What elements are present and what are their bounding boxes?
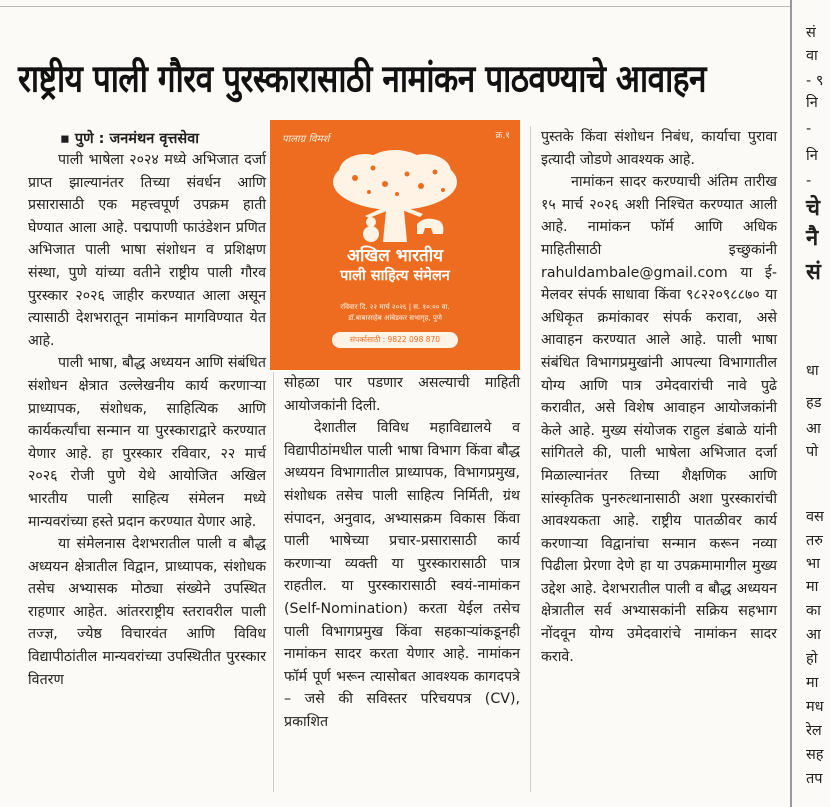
edge-text-fragment: मा	[806, 579, 819, 595]
edge-text-fragment: नि	[806, 148, 818, 164]
bodhi-tree-illustration	[325, 150, 465, 242]
edge-text-fragment: तप	[806, 771, 823, 787]
poster-contact: संपर्कासाठी : 9822 098 870	[332, 332, 458, 348]
edge-text-fragment: सं	[806, 260, 821, 285]
column-divider	[530, 126, 531, 792]
edge-text-fragment: नि	[806, 95, 818, 111]
edge-text-fragment: चे	[806, 196, 820, 221]
edge-text-fragment: हो	[806, 651, 818, 667]
paragraph: सोहळा पार पडणार असल्याची माहिती आयोजकांनी दिली.	[284, 375, 520, 414]
edge-text-fragment: आ	[806, 421, 821, 437]
poster-date: रविवार दि. २२ मार्च २०२६ | स. १०:०० वा.	[340, 303, 450, 311]
edge-text-fragment: पो	[806, 444, 818, 460]
byline: ▪ पुणे : जनमंथन वृत्तसेवा	[60, 131, 200, 147]
column-divider	[273, 372, 274, 792]
paragraph: नामांकन सादर करण्याची अंतिम तारीख १५ मार्च २०२६ अशी निश्चित करण्यात आली आहे. नामांकन फॉर्म आणि अधिक माहितीसाठी इच्छुकांनी rahuldambale@gmail.com या ई-मेलवर संपर्क साधावा किंवा ९८२२०९८८७० या अधिकृत क्रमांकावर संपर्क करावा, असे आवाहन करण्यात आले आहे. पाली भाषा संबंधित विभागप्रमुखांनी आपल्या विभागातील योग्य आणि पात्र उमेदवारांची नावे पुढे करावीत, असे विशेष आवाहन आयोजकांनी केले आहे. मुख्य संयोजक राहुल डंबाळे यांनी सांगितले की, पाली भाषेला अभिजात दर्जा मिळाल्यानंतर तिच्या शैक्षणिक आणि सांस्कृतिक पुनरुत्थानासाठी अशा पुरस्कारांची आवश्यकता आहे. राष्ट्रीय पातळीवर कार्य करणाऱ्या विद्वानांचा सन्मान करून नव्या पिढीला प्रेरणा देणे हा या उपक्रमामागील मुख्य उद्देश आहे. देशभरातील पाली व बौद्ध अध्ययन क्षेत्रातील सर्व अभ्यासकांनी सक्रिय सहभाग नोंदवून योग्य उमेदवारांचे नामांकन सादर करावे.	[541, 174, 777, 665]
headline: राष्ट्रीय पाली गौरव पुरस्कारासाठी नामांकन पाठवण्याचे आवाहन	[18, 58, 707, 102]
edge-text-fragment: मा	[806, 675, 819, 691]
top-rule	[0, 0, 790, 7]
poster-title-line-1: अखिल भारतीय	[346, 246, 443, 266]
article-column-3	[541, 126, 777, 668]
edge-text-fragment: सं	[806, 25, 816, 41]
edge-text-fragment: -	[806, 121, 812, 137]
edge-text-fragment: मध	[806, 699, 824, 715]
edge-text-fragment: वा	[806, 48, 818, 64]
edge-text-fragment: वस	[806, 509, 824, 525]
paragraph: पाली भाषेला २०२४ मध्ये अभिजात दर्जा प्राप्त झाल्यानंतर तिच्या संवर्धन आणि प्रसारासाठी एक महत्त्वपूर्ण उपक्रम हाती घेण्यात आला आहे. पद्मपाणी फाउंडेशन प्रणित अभिजात पाली भाषा संशोधन व प्रशिक्षण संस्था, पुणे यांच्या वतीने राष्ट्रीय पाली गौरव पुरस्कार २०२६ जाहीर करण्यात आला असून त्यासाठी देशभरातून नामांकन मागविण्यात येत आहे.	[28, 152, 266, 349]
edge-text-fragment: आ	[806, 627, 821, 643]
edge-text-fragment: रेल	[806, 723, 822, 739]
edge-text-fragment: - ९	[806, 73, 824, 89]
poster-number: क्र.१	[495, 131, 510, 141]
poster-logo: पालाग्र विमर्श	[282, 134, 330, 145]
edge-text-fragment: भा	[806, 556, 820, 572]
edge-text-fragment: का	[806, 603, 821, 619]
paragraph: पुस्तके किंवा संशोधन निबंध, कार्याचा पुरावा इत्यादी जोडणे आवश्यक आहे.	[541, 129, 777, 168]
edge-text-fragment: सह	[806, 747, 824, 763]
poster-venue: डॉ.बाबासाहेब आंबेडकर सभागृह, पुणे	[348, 314, 442, 322]
edge-text-fragment: हड	[806, 395, 822, 411]
article-column-1	[28, 149, 266, 691]
paragraph: पाली भाषा, बौद्ध अध्ययन आणि संबंधित संशोधन क्षेत्रात उल्लेखनीय कार्य करणाऱ्या प्राध्यापक, संशोधक, साहित्यिक आणि कार्यकर्त्यांचा सन्मान या पुरस्काराद्वारे करण्यात येणार आहे. हा पुरस्कार रविवार, २२ मार्च २०२६ रोजी पुणे येथे आयोजित अखिल भारतीय पाली साहित्य संमेलन मध्ये मान्यवरांच्या हस्ते प्रदान करण्यात येणार आहे.	[28, 355, 266, 530]
article-column-2	[284, 372, 520, 734]
paragraph: या संमेलनास देशभरातील पाली व बौद्ध अध्ययन क्षेत्रातील विद्वान, प्राध्यापक, संशोधक तसेच अभ्यासक मोठ्या संख्येने उपस्थित राहणार आहेत. आंतरराष्ट्रीय स्तरावरील पाली तज्ज्ञ, ज्येष्ठ विचारवंत आणि विविध विद्यापीठांतील मान्यवरांच्या उपस्थितीत पुरस्कार वितरण	[28, 536, 266, 688]
adjacent-article-edge	[790, 0, 830, 807]
edge-text-fragment: नै	[806, 226, 819, 251]
edge-text-fragment: -	[806, 173, 812, 189]
poster-title-line-2: पाली साहित्य संमेलन	[340, 268, 450, 284]
edge-text-fragment: तरु	[806, 533, 823, 549]
event-poster	[270, 120, 520, 370]
edge-text-fragment: धा	[806, 363, 819, 379]
paragraph: देशातील विविध महाविद्यालये व विद्यापीठांमधील पाली भाषा विभाग किंवा बौद्ध अध्ययन विभागातील प्राध्यापक, विभागप्रमुख, संशोधक तसेच पाली साहित्य निर्मिती, ग्रंथ संपादन, अनुवाद, अभ्यासक्रम विकास किंवा पाली भाषेच्या प्रचार-प्रसारासाठी कार्य करणाऱ्या व्यक्ती या पुरस्कारासाठी पात्र राहतील. या पुरस्कारासाठी स्वयं-नामांकन (Self-Nomination) करता येईल तसेच पाली विभागप्रमुख किंवा सहकाऱ्यांकडूनही नामांकन सादर करता येणार आहे. नामांकन फॉर्म पूर्ण भरून त्यासोबत आवश्यक कागदपत्रे – जसे की सविस्तर परिचयपत्र (CV), प्रकाशित	[284, 420, 520, 730]
